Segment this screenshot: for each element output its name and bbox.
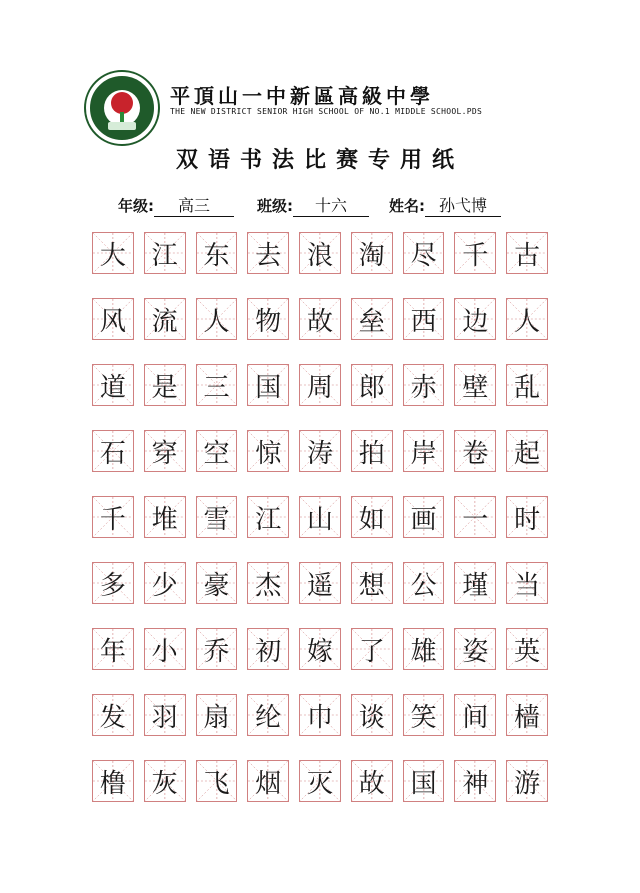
grid-cell <box>247 496 289 538</box>
grid-character: 浪 <box>307 240 334 271</box>
grid-cell <box>299 298 341 340</box>
grid-character: 国 <box>410 768 437 799</box>
grid-cell <box>196 364 238 406</box>
grid-character: 纶 <box>255 702 282 733</box>
grid-cell <box>403 298 445 340</box>
grid-character: 人 <box>203 306 230 337</box>
grid-cell <box>144 760 186 802</box>
grid-cell <box>351 628 393 670</box>
grid-character: 东 <box>203 240 230 271</box>
grade-field <box>118 193 234 217</box>
grid-character: 拍 <box>358 438 385 469</box>
grid-character: 初 <box>255 636 282 667</box>
grid-cell <box>403 364 445 406</box>
grid-cell <box>299 760 341 802</box>
grid-cell <box>351 232 393 274</box>
grid-row <box>92 694 548 736</box>
grid-character: 画 <box>410 504 437 535</box>
grid-cell <box>144 628 186 670</box>
grid-cell <box>196 232 238 274</box>
grid-cell <box>403 496 445 538</box>
grid-cell <box>299 694 341 736</box>
grid-character: 古 <box>514 240 541 271</box>
grid-cell <box>299 496 341 538</box>
grid-character: 三 <box>203 372 230 403</box>
grid-character: 神 <box>462 768 489 799</box>
school-logo <box>86 72 158 144</box>
class-label: 班级: <box>257 197 293 215</box>
grid-cell <box>506 496 548 538</box>
grid-cell <box>454 298 496 340</box>
grid-character: 边 <box>462 306 489 337</box>
grid-cell <box>247 760 289 802</box>
grid-cell <box>92 232 134 274</box>
grid-cell <box>506 364 548 406</box>
grid-character: 羽 <box>151 702 178 733</box>
grid-row <box>92 562 548 604</box>
grid-cell <box>196 430 238 472</box>
grid-cell <box>92 430 134 472</box>
grid-cell <box>196 562 238 604</box>
grid-cell <box>454 496 496 538</box>
name-field <box>389 193 501 217</box>
grid-character: 灰 <box>151 768 178 799</box>
grid-character: 遥 <box>307 570 334 601</box>
grid-cell <box>506 232 548 274</box>
class-field <box>257 193 369 217</box>
grid-cell <box>351 430 393 472</box>
grid-character: 了 <box>358 636 385 667</box>
grid-cell <box>403 694 445 736</box>
grid-cell <box>454 694 496 736</box>
grid-character: 山 <box>307 504 334 535</box>
grid-cell <box>351 496 393 538</box>
grid-cell <box>351 562 393 604</box>
class-value: 十六 <box>293 193 369 217</box>
grid-cell <box>247 298 289 340</box>
grid-cell <box>351 298 393 340</box>
grid-character: 游 <box>514 768 541 799</box>
grid-cell <box>247 694 289 736</box>
grid-cell <box>144 496 186 538</box>
grid-cell <box>454 232 496 274</box>
grid-cell <box>196 628 238 670</box>
grid-character: 起 <box>514 438 541 469</box>
grid-cell <box>92 496 134 538</box>
grid-character: 风 <box>99 306 126 337</box>
grid-cell <box>144 364 186 406</box>
grid-character: 谈 <box>358 702 385 733</box>
grid-character: 小 <box>151 636 178 667</box>
grid-character: 杰 <box>255 570 282 601</box>
grid-character: 如 <box>358 504 385 535</box>
grade-value: 高三 <box>154 193 234 217</box>
grid-cell <box>247 628 289 670</box>
grid-character: 淘 <box>358 240 385 271</box>
grid-cell <box>454 364 496 406</box>
grid-character: 赤 <box>410 372 437 403</box>
grid-cell <box>196 760 238 802</box>
grid-character: 时 <box>514 504 541 535</box>
grid-character: 想 <box>358 570 385 601</box>
grid-character: 故 <box>358 768 385 799</box>
grid-character: 飞 <box>203 768 230 799</box>
grid-character: 雪 <box>203 504 230 535</box>
grid-character: 乔 <box>203 636 230 667</box>
grid-character: 瑾 <box>462 570 489 601</box>
grid-cell <box>506 298 548 340</box>
grid-cell <box>351 760 393 802</box>
grid-cell <box>299 562 341 604</box>
grid-row <box>92 628 548 670</box>
grid-character: 一 <box>462 504 489 535</box>
grid-character: 石 <box>99 438 126 469</box>
grid-cell <box>247 232 289 274</box>
grid-character: 嫁 <box>307 636 334 667</box>
grid-cell <box>92 760 134 802</box>
grid-character: 江 <box>255 504 282 535</box>
grid-character: 多 <box>99 570 126 601</box>
grid-character: 惊 <box>255 438 282 469</box>
grid-cell <box>92 628 134 670</box>
grid-character: 千 <box>99 504 126 535</box>
grid-row <box>92 760 548 802</box>
grid-cell <box>247 364 289 406</box>
grid-character: 国 <box>255 372 282 403</box>
grid-character: 人 <box>514 306 541 337</box>
grid-row <box>92 232 548 274</box>
page-title: 双语书法比赛专用纸 <box>175 148 464 173</box>
grid-cell <box>92 694 134 736</box>
grid-cell <box>196 298 238 340</box>
grid-cell <box>403 562 445 604</box>
grid-row <box>92 496 548 538</box>
grid-character: 樯 <box>514 702 541 733</box>
grid-character: 发 <box>99 702 126 733</box>
grid-character: 间 <box>462 702 489 733</box>
grid-character: 郎 <box>358 372 385 403</box>
name-value: 孙弋博 <box>425 193 501 217</box>
grid-character: 流 <box>151 306 178 337</box>
grid-character: 故 <box>307 306 334 337</box>
grid-cell <box>299 628 341 670</box>
grid-cell <box>351 364 393 406</box>
grid-row <box>92 364 548 406</box>
grid-cell <box>196 496 238 538</box>
grid-character: 穿 <box>151 438 178 469</box>
grid-character: 物 <box>255 306 282 337</box>
name-label: 姓名: <box>389 197 425 215</box>
grid-cell <box>506 628 548 670</box>
grid-cell <box>299 430 341 472</box>
grid-character: 橹 <box>99 768 126 799</box>
grid-cell <box>92 562 134 604</box>
grid-cell <box>506 760 548 802</box>
grid-character: 雄 <box>410 636 437 667</box>
grid-character: 涛 <box>307 438 334 469</box>
grid-character: 英 <box>514 636 541 667</box>
grid-cell <box>144 694 186 736</box>
grid-character: 江 <box>151 240 178 271</box>
grid-cell <box>506 694 548 736</box>
grid-cell <box>92 364 134 406</box>
grid-cell <box>144 562 186 604</box>
grid-character: 大 <box>99 240 126 271</box>
grid-cell <box>403 628 445 670</box>
grid-row <box>92 298 548 340</box>
grid-cell <box>506 562 548 604</box>
grid-character: 周 <box>307 372 334 403</box>
grid-character: 千 <box>462 240 489 271</box>
grid-character: 尽 <box>410 240 437 271</box>
grid-cell <box>454 628 496 670</box>
grid-cell <box>196 694 238 736</box>
grid-cell <box>299 364 341 406</box>
grid-character: 垒 <box>358 306 385 337</box>
grid-cell <box>506 430 548 472</box>
grid-cell <box>92 298 134 340</box>
grid-character: 堆 <box>151 504 178 535</box>
grid-character: 巾 <box>307 702 334 733</box>
grid-character: 当 <box>514 570 541 601</box>
grid-character: 扇 <box>203 702 230 733</box>
grid-cell <box>403 760 445 802</box>
grid-character: 乱 <box>514 372 541 403</box>
grid-character: 壁 <box>462 372 489 403</box>
grid-character: 豪 <box>203 570 230 601</box>
school-name-cn: 平頂山一中新區高級中學 <box>170 84 434 108</box>
grid-cell <box>403 430 445 472</box>
grid-cell <box>454 760 496 802</box>
grid-character: 笑 <box>410 702 437 733</box>
grid-character: 空 <box>203 438 230 469</box>
logo-tag <box>108 122 136 130</box>
flower-icon <box>111 92 133 114</box>
calligraphy-grid <box>92 232 548 826</box>
grid-cell <box>454 562 496 604</box>
grid-cell <box>403 232 445 274</box>
grid-character: 烟 <box>255 768 282 799</box>
grid-cell <box>144 430 186 472</box>
grid-cell <box>454 430 496 472</box>
grid-row <box>92 430 548 472</box>
grid-character: 灭 <box>307 768 334 799</box>
grid-character: 岸 <box>410 438 437 469</box>
grid-cell <box>247 562 289 604</box>
grid-character: 西 <box>410 306 437 337</box>
grid-cell <box>144 298 186 340</box>
grid-character: 道 <box>99 372 126 403</box>
grid-cell <box>144 232 186 274</box>
grid-character: 公 <box>410 570 437 601</box>
grid-character: 少 <box>151 570 178 601</box>
school-name-en: THE NEW DISTRICT SENIOR HIGH SCHOOL OF NO.1 MIDDLE SCHOOL.PDS <box>170 107 483 116</box>
grade-label: 年级: <box>118 197 154 215</box>
grid-character: 姿 <box>462 636 489 667</box>
grid-character: 是 <box>151 372 178 403</box>
grid-character: 卷 <box>462 438 489 469</box>
grid-cell <box>247 430 289 472</box>
grid-cell <box>299 232 341 274</box>
grid-character: 去 <box>255 240 282 271</box>
grid-character: 年 <box>99 636 126 667</box>
grid-cell <box>351 694 393 736</box>
